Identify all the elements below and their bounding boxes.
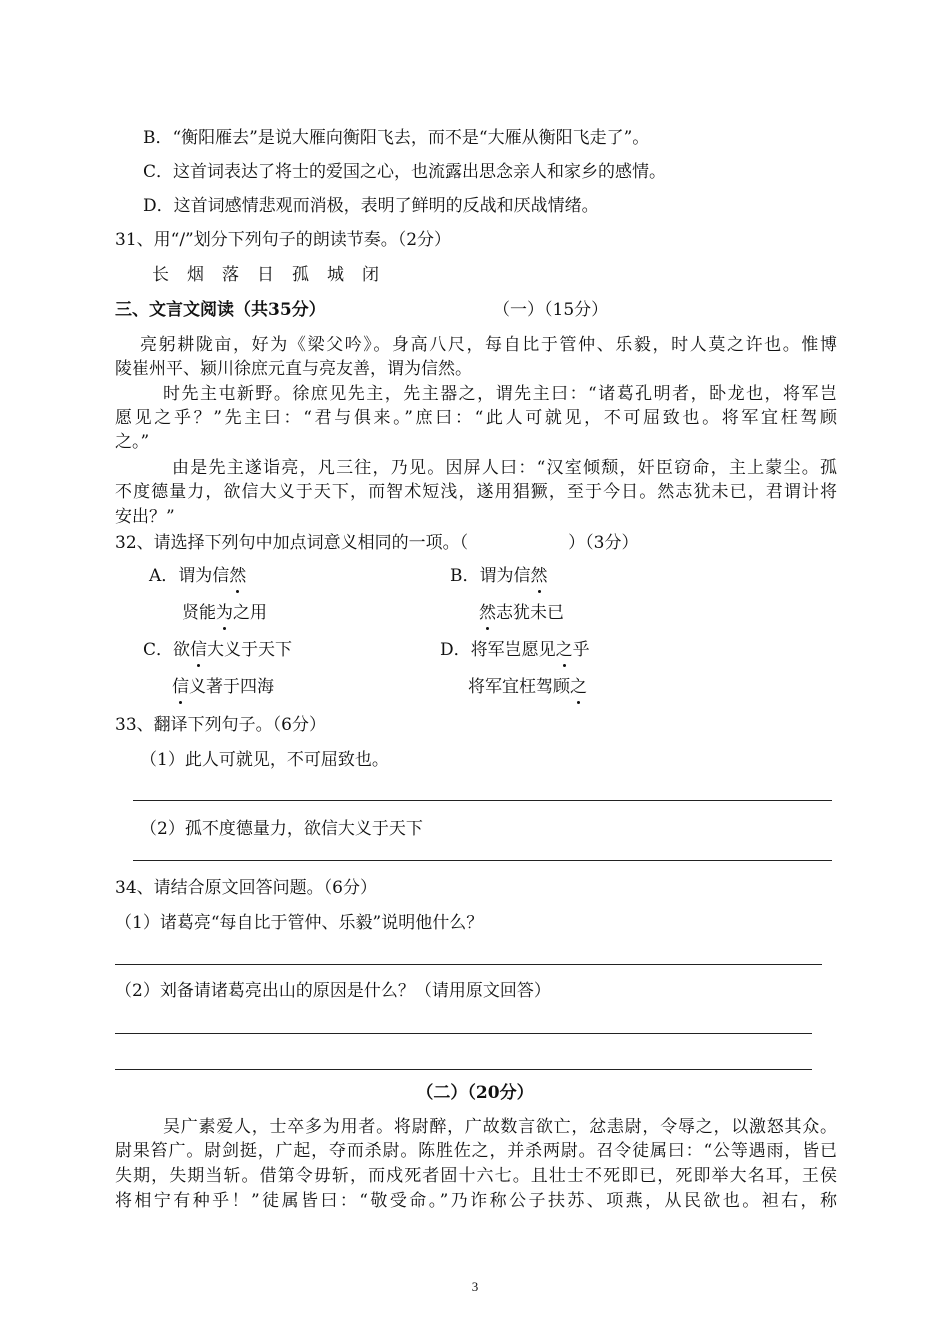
option-text: 志犹未已 (496, 603, 564, 623)
emphasis-dot-word: 信 (172, 677, 189, 697)
passage1-line: 之。” (115, 432, 150, 452)
emphasis-dot-word: 为 (216, 603, 233, 623)
q32-option-a-line2 (182, 602, 267, 624)
q34-question-2: （2）刘备请诸葛亮出山的原因是什么？（请用原文回答） (115, 981, 551, 1001)
passage1-line: 亮躬耕陇亩，好为《梁父吟》。身高八尺，每自比于管仲、乐毅，时人莫之许也。惟博 (140, 335, 837, 355)
q32-prompt (115, 532, 638, 554)
q33-sentence-1: （1）此人可就见，不可屈致也。 (140, 750, 389, 770)
q33-prompt: 33、翻译下列句子。（6分） (115, 715, 326, 735)
option-text: 将军宜枉驾顾 (468, 677, 570, 697)
emphasis-dot-word: 然 (530, 566, 548, 586)
passage1-line: 陵崔州平、颍川徐庶元直与亮友善，谓为信然。 (115, 359, 472, 379)
q30-option-c: C．这首词表达了将士的爱国之心，也流露出思念亲人和家乡的感情。 (143, 162, 667, 182)
part2-heading: （二）（20分） (416, 1083, 534, 1103)
answer-line[interactable] (133, 860, 832, 861)
emphasis-dot-word: 信 (190, 640, 208, 660)
q32-option-d (440, 639, 590, 661)
q33-sentence-2: （2）孤不度德量力，欲信大义于天下 (140, 819, 423, 839)
emphasis-dot-word: 然 (479, 603, 496, 623)
emphasis-dot-word: 之 (555, 640, 573, 660)
passage2-line: 失期，失期当斩。借第令毋斩，而戍死者固十六七。且壮士不死即已，死即举大名耳，王侯 (115, 1166, 837, 1186)
passage1-line: 不度德量力，欲信大义于天下，而智术短浅，遂用猖獗，至于今日。然志犹未已，君谓计将 (115, 482, 837, 502)
answer-line[interactable] (115, 1033, 812, 1034)
option-text: 贤能 (182, 603, 216, 623)
q34-prompt: 34、请结合原文回答问题。（6分） (115, 878, 377, 898)
passage1-line: 愿见之乎？”先主曰：“君与俱来。”庶曰：“此人可就见，不可屈致也。将军宜枉驾顾 (115, 408, 837, 428)
emphasis-dot-word: 之 (570, 677, 587, 697)
q32-option-b-line2 (479, 602, 564, 624)
q34-question-1: （1）诸葛亮“每自比于管仲、乐毅”说明他什么？ (115, 913, 484, 933)
passage1-line: 安出？” (115, 507, 175, 527)
q30-option-b: B．“衡阳雁去”是说大雁向衡阳飞去，而不是“大雁从衡阳飞走了”。 (143, 128, 650, 148)
option-label: C． (143, 640, 174, 660)
passage2-line: 将相宁有种乎！”徒属皆曰：“敬受命。”乃诈称公子扶苏、项燕，从民欲也。袒右，称 (115, 1191, 837, 1211)
page-number: 3 (471, 1279, 479, 1294)
part1-heading: （一）（15分） (493, 300, 609, 320)
passage2-line: 尉果笞广。尉剑挺，广起，夺而杀尉。陈胜佐之，并杀两尉。召令徒属曰：“公等遇雨，皆已 (115, 1141, 837, 1161)
option-label: D． (440, 640, 471, 660)
passage1-line: 由是先主遂诣亮，凡三往，乃见。因屏人曰：“汉室倾颓，奸臣窃命，主上蒙尘。孤 (172, 458, 837, 478)
q32-option-b (450, 565, 548, 587)
q32-prompt-text: 32、请选择下列句中加点词意义相同的一项。（ (115, 533, 469, 553)
answer-line[interactable] (115, 964, 822, 965)
q31-sentence: 长烟落日孤城闭 (152, 265, 397, 285)
answer-line[interactable] (133, 800, 832, 801)
option-text: 之用 (233, 603, 267, 623)
q32-points: ）（3分） (568, 533, 639, 553)
option-text: 大义于天下 (207, 640, 293, 660)
option-text: 乎 (572, 640, 590, 660)
answer-line[interactable] (115, 1069, 812, 1070)
option-text: 义著于四海 (189, 677, 274, 697)
option-text: 谓为信 (178, 566, 230, 586)
q30-option-d: D．这首词感情悲观而消极，表明了鲜明的反战和厌战情绪。 (143, 196, 599, 216)
option-text: 欲 (173, 640, 191, 660)
q32-option-a (149, 565, 246, 587)
option-text: 谓为信 (479, 566, 531, 586)
q31-prompt: 31、用“/”划分下列句子的朗读节奏。（2分） (115, 230, 452, 250)
q32-option-c-line2 (172, 676, 274, 698)
q32-option-c (143, 639, 292, 661)
passage2-line: 吴广素爱人，士卒多为用者。将尉醉，广故数言欲亡，忿恚尉，令辱之，以激怒其众。 (163, 1117, 837, 1137)
passage1-line: 时先主屯新野。徐庶见先主，先主器之，谓先主曰：“诸葛孔明者，卧龙也，将军岂 (163, 384, 837, 404)
emphasis-dot-word: 然 (229, 566, 247, 586)
option-label: A． (149, 566, 179, 586)
section-heading: 三、文言文阅读（共35分） (115, 300, 326, 320)
option-label: B． (450, 566, 480, 586)
q32-option-d-line2 (468, 676, 587, 698)
option-text: 将军岂愿见 (470, 640, 556, 660)
